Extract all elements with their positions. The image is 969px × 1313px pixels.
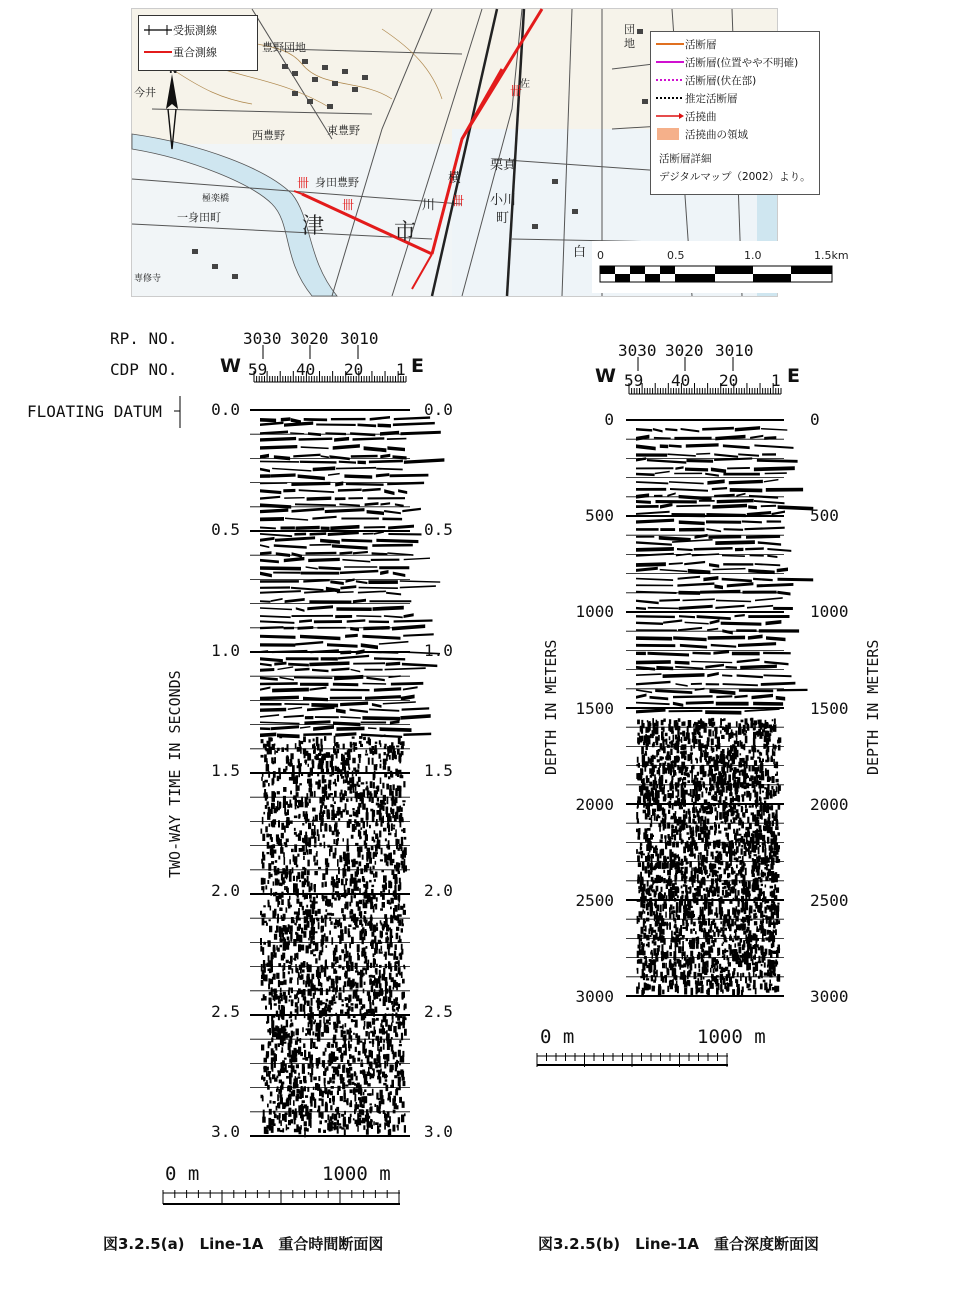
depth-tick-label: 0 [810,410,820,429]
scale-tick-label: 1000 m [697,1026,766,1048]
legend-item [143,22,217,38]
time-tick-label: 2.5 [211,1001,240,1021]
scale-tick-label: 0 [597,249,604,262]
section-scale-bar [536,1053,731,1069]
inferred-fault-icon [655,93,685,103]
place-name: 一身田町 [177,211,221,224]
time-tick-label: 2.0 [211,881,240,901]
cdp-tick: 20 [719,371,739,390]
depth-tick-label: 3000 [575,987,614,1006]
scale-tick-label: 0 m [165,1163,200,1185]
depth-tick-label: 0 [604,410,614,429]
depth-tick-label: 1000 [575,602,614,622]
time-section-image [250,404,410,1138]
depth-tick-label: 2500 [575,890,614,910]
legend-label: 活断層(位置やや不明確) [685,56,799,69]
rp-tick: 3010 [340,329,379,348]
time-tick-label: 3.0 [424,1122,453,1141]
time-tick-label: 1.0 [211,640,240,660]
rp-label: RP. NO. [110,329,178,348]
depth-tick-label: 3000 [810,987,849,1006]
depth-tick-label: 1500 [810,698,849,718]
cdp-ruler [623,357,788,397]
cdp-tick: 40 [671,371,691,390]
depth-axis-title-left: DEPTH IN METERS [542,639,560,775]
place-name: 市 [394,220,417,245]
figure-caption-b: 図3.2.5(b) Line-1A 重合深度断面図 [538,1235,819,1253]
receiver-line-icon [143,23,173,37]
datum-bracket [172,396,184,430]
svg-text:卌: 卌 [452,194,465,208]
place-name: 豊野団地 [262,41,306,54]
location-map [131,8,849,297]
cdp-label: CDP NO. [110,360,178,379]
legend-label: 活断層 [685,38,717,51]
time-tick-label: 1.0 [424,640,453,660]
legend-item [655,108,717,124]
legend-label: 重合測線 [173,46,217,59]
cdp-tick: 1 [396,360,406,379]
scale-checker [600,265,836,285]
place-name: 横 [448,171,462,186]
place-name: 川 [422,198,436,213]
east-label: E [787,365,800,387]
map-legend-faults [650,31,820,195]
legend-item [655,90,738,106]
place-name: 今井 [134,86,156,99]
legend-item [655,72,756,88]
place-name: 栗真 [490,158,517,173]
scale-tick-label: 1.0 [744,249,762,262]
map-legend-lines [138,15,258,71]
east-label: E [411,355,424,377]
legend-item [655,36,717,52]
time-tick-label: 3.0 [211,1122,240,1141]
depth-tick-label: 2500 [810,890,849,910]
place-name: 町 [496,211,510,226]
time-tick-label: 1.5 [211,761,240,780]
place-name: 小川 [490,193,517,208]
depth-tick-label: 500 [810,506,839,526]
time-tick-label: 2.5 [424,1001,453,1021]
flexure-area-icon [655,127,685,141]
place-name: 白 [573,245,587,260]
time-tick-label: 0.0 [424,400,453,419]
place-name: 西豊野 [252,129,285,142]
west-label: W [220,355,241,377]
legend-label: 活断層(伏在部) [685,74,757,87]
cdp-tick: 1 [771,371,781,390]
legend-label: 推定活断層 [685,92,738,105]
figure-caption-a: 図3.2.5(a) Line-1A 重合時間断面図 [103,1235,384,1253]
place-name: 佐 [520,79,530,90]
time-tick-label: 0.5 [424,520,453,540]
rp-tick: 3020 [665,341,704,360]
time-axis-title: TWO-WAY TIME IN SECONDS [166,670,184,878]
legend-item [655,54,798,70]
depth-section-image [626,414,784,998]
cdp-tick: 59 [248,360,268,379]
legend-label: 受振測線 [173,24,217,37]
scale-tick-label: 1000 m [322,1163,391,1185]
legend-item [655,126,748,142]
place-name: 地 [624,37,635,50]
datum-label: FLOATING DATUM [27,402,162,421]
time-tick-label: 0.5 [211,520,240,540]
legend-label: 活撓曲の領域 [685,128,748,141]
legend-note: 活断層詳細 [659,152,712,165]
active-fault-icon [655,39,685,49]
scale-tick-label: 1.5km [814,249,849,262]
time-tick-label: 2.0 [424,881,453,901]
svg-text:卌: 卌 [297,176,310,190]
legend-label: 活撓曲 [685,110,717,123]
cdp-tick: 59 [624,371,644,390]
rp-tick: 3030 [618,341,657,360]
place-name: 東豊野 [327,124,360,137]
depth-tick-label: 1500 [575,698,614,718]
scale-tick-label: 0.5 [667,249,685,262]
place-name: 極楽橋 [202,194,230,204]
place-name: 身田豊野 [315,176,359,189]
section-scale-bar [162,1190,402,1208]
depth-tick-label: 2000 [575,794,614,814]
svg-text:卌: 卌 [510,84,523,98]
scale-tick-label: 0 m [540,1026,575,1048]
place-name: 団 [624,23,635,36]
legend-note: デジタルマップ（2002）より。 [659,170,811,183]
rp-tick: 3030 [243,329,282,348]
west-label: W [595,365,616,387]
legend-item [143,44,217,60]
cdp-tick: 40 [296,360,316,379]
place-name: 専修寺 [134,274,162,284]
depth-tick-label: 1000 [810,602,849,622]
map-scale-bar [592,241,849,293]
cdp-ruler [248,345,413,385]
rp-tick: 3010 [715,341,754,360]
cdp-tick: 20 [344,360,364,379]
depth-axis-title-right: DEPTH IN METERS [864,639,882,775]
time-tick-label: 1.5 [424,761,453,780]
time-tick-label: 0.0 [211,400,240,419]
depth-tick-label: 2000 [810,794,849,814]
place-name: 津 [302,214,325,239]
svg-text:卌: 卌 [342,198,355,212]
depth-tick-label: 500 [585,506,614,526]
concealed-fault-icon [655,75,685,85]
rp-tick: 3020 [290,329,329,348]
flexure-arrow-icon [655,111,685,121]
uncertain-fault-icon [655,57,685,67]
stack-line-icon [143,45,173,59]
